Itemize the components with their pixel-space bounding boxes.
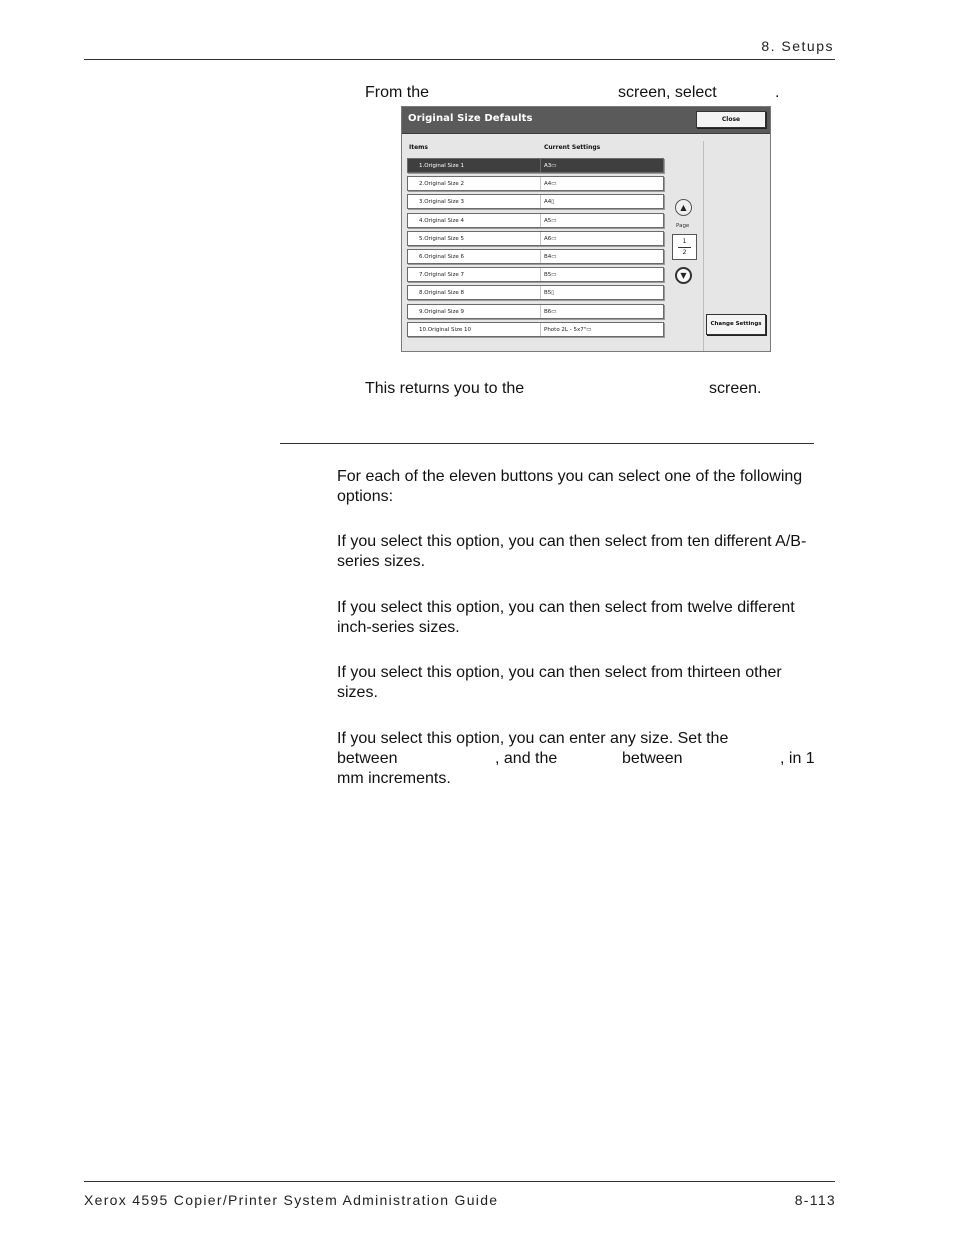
list-item-original-size-3[interactable] <box>407 194 664 209</box>
item-value: B6▭ <box>544 308 557 315</box>
item-label: 10.Original Size 10 <box>419 326 472 333</box>
item-label: 2.Original Size 2 <box>419 181 465 188</box>
paragraph-line: For each of the eleven buttons you can select one of the following <box>337 468 803 485</box>
paragraph-line: series sizes. <box>337 553 426 570</box>
cell-separator <box>540 232 541 245</box>
cell-separator <box>540 214 541 227</box>
item-label: 5.Original Size 5 <box>419 235 465 242</box>
cell-separator <box>540 268 541 281</box>
item-value: B5▭ <box>544 272 557 279</box>
item-value: A5▭ <box>544 217 557 224</box>
scroll-down-button[interactable]: ▼ <box>675 267 692 284</box>
column-header-current-settings: Current Settings <box>544 144 601 151</box>
cell-separator <box>540 250 541 263</box>
scroll-up-button[interactable]: ▲ <box>675 199 692 216</box>
footer-title: Xerox 4595 Copier/Printer System Administration Guide <box>84 1192 499 1208</box>
paragraph-line: If you select this option, you can then select from thirteen other <box>337 664 782 681</box>
paragraph-fragment: , in 1 <box>780 750 815 767</box>
paragraph-fragment: between <box>337 750 398 767</box>
dialog-titlebar <box>402 107 770 134</box>
paragraph-ab-series <box>337 532 847 572</box>
cell-separator <box>540 323 541 336</box>
header-rule <box>84 59 835 60</box>
item-value: B4▭ <box>544 253 557 260</box>
item-value: A3▭ <box>544 163 557 169</box>
paragraph-line: If you select this option, you can then select from ten different A/B- <box>337 533 807 550</box>
list-item-original-size-5[interactable] <box>407 231 664 246</box>
footer-rule <box>84 1181 835 1182</box>
step-text-period: . <box>775 84 780 101</box>
paragraph-line: options: <box>337 488 394 505</box>
paragraph-options <box>337 467 847 507</box>
cell-separator <box>540 195 541 208</box>
paragraph-line: inch-series sizes. <box>337 619 460 636</box>
section-header: 8. Setups <box>761 38 834 54</box>
cell-separator <box>540 159 541 172</box>
list-item-original-size-7[interactable] <box>407 267 664 282</box>
panel-divider <box>703 141 704 351</box>
settings-list <box>407 158 664 340</box>
item-label: 6.Original Size 6 <box>419 253 465 260</box>
item-value: A4▭ <box>544 181 557 188</box>
return-text: This returns you to the <box>365 380 525 397</box>
section-rule <box>280 443 814 444</box>
cell-separator <box>540 286 541 299</box>
paragraph-line: sizes. <box>337 684 378 701</box>
page-indicator <box>672 234 697 260</box>
original-size-defaults-screenshot <box>401 106 771 352</box>
cell-separator <box>540 177 541 190</box>
list-item-original-size-9[interactable] <box>407 304 664 319</box>
paragraph-line: mm increments. <box>337 770 451 787</box>
change-settings-button[interactable]: Change Settings <box>706 314 766 335</box>
page-total: 2 <box>682 249 687 256</box>
return-text-screen: screen. <box>709 380 762 397</box>
list-item-original-size-1[interactable] <box>407 158 664 173</box>
item-value: A6▭ <box>544 235 557 242</box>
step-text-from: From the <box>365 84 430 101</box>
close-button[interactable]: Close <box>696 111 766 128</box>
item-value: B5▯ <box>544 290 555 297</box>
paragraph-custom-size <box>337 729 847 789</box>
paragraph-line: If you select this option, you can then select from twelve different <box>337 599 795 616</box>
list-item-original-size-6[interactable] <box>407 249 664 264</box>
item-value: Photo 2L - 5x7"▭ <box>544 326 592 333</box>
paragraph-line: If you select this option, you can enter any size. Set the <box>337 730 729 747</box>
list-item-original-size-2[interactable] <box>407 176 664 191</box>
list-item-original-size-4[interactable] <box>407 213 664 228</box>
paragraph-fragment: , and the <box>495 750 558 767</box>
item-label: 3.Original Size 3 <box>419 199 465 206</box>
item-label: 7.Original Size 7 <box>419 272 465 279</box>
paragraph-inch-series <box>337 598 847 638</box>
paragraph-fragment: between <box>622 750 683 767</box>
list-item-original-size-8[interactable] <box>407 285 664 300</box>
cell-separator <box>540 305 541 318</box>
column-header-items: Items <box>409 144 428 151</box>
item-label: 4.Original Size 4 <box>419 217 465 224</box>
footer-page-number: 8-113 <box>794 1192 836 1208</box>
list-item-original-size-10[interactable] <box>407 322 664 337</box>
page-fraction-line <box>678 247 691 248</box>
item-label: 1.Original Size 1 <box>419 163 465 169</box>
page-current: 1 <box>682 238 687 245</box>
page-label: Page <box>676 223 690 229</box>
dialog-title: Original Size Defaults <box>408 113 533 124</box>
item-value: A4▯ <box>544 199 555 206</box>
item-label: 9.Original Size 9 <box>419 308 465 315</box>
item-label: 8.Original Size 8 <box>419 290 465 297</box>
paragraph-others <box>337 663 847 703</box>
step-text-screen-select: screen, select <box>618 84 717 101</box>
